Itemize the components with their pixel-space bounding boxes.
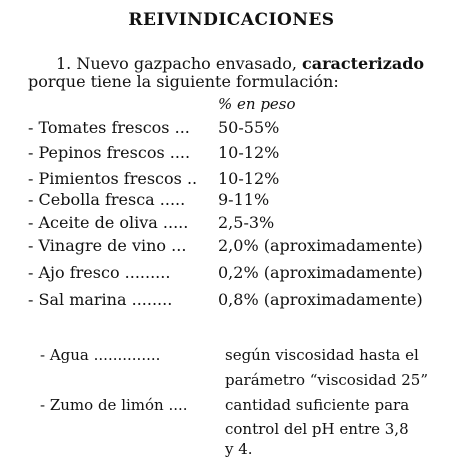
ingredient-name: - Ajo fresco ......... xyxy=(28,263,171,282)
page-title: REIVINDICACIONES xyxy=(128,10,335,30)
ingredient-name: - Sal marina ........ xyxy=(28,290,173,309)
claim-intro-text: 1. Nuevo gazpacho envasado, xyxy=(56,54,297,73)
ingredient-value: 9-11% xyxy=(218,190,270,209)
ingredient-name: - Aceite de oliva ..... xyxy=(28,213,189,232)
claim-bold-term: caracterizado xyxy=(302,54,425,73)
ingredient-value: 2,5-3% xyxy=(218,213,275,232)
ingredient-value: cantidad suficiente para xyxy=(225,396,410,414)
ingredient-name: - Cebolla fresca ..... xyxy=(28,190,186,209)
ingredient-value: 0,8% (aproximadamente) xyxy=(218,290,423,309)
claim-intro-line xyxy=(56,54,424,73)
ingredient-value: según viscosidad hasta el xyxy=(225,346,419,364)
ingredient-value-continuation: control del pH entre 3,8 xyxy=(225,420,409,438)
ingredient-name: - Agua .............. xyxy=(40,346,161,364)
weight-column-header: % en peso xyxy=(218,95,296,113)
ingredient-row xyxy=(28,143,280,163)
ingredient-value-continuation: parámetro “viscosidad 25” xyxy=(225,371,428,389)
ingredient-value: 0,2% (aproximadamente) xyxy=(218,263,423,282)
ingredient-name: - Pepinos frescos .... xyxy=(28,143,191,162)
ingredient-value: 10-12% xyxy=(218,169,280,188)
ingredient-row xyxy=(28,190,270,210)
ingredient-row xyxy=(28,169,280,189)
ingredient-name: - Tomates frescos ... xyxy=(28,118,190,137)
claim-second-line: porque tiene la siguiente formulación: xyxy=(28,72,339,91)
ingredient-row xyxy=(28,290,423,310)
ingredient-value: 2,0% (aproximadamente) xyxy=(218,236,423,255)
extra-ingredient-row xyxy=(40,345,419,365)
extra-ingredient-row xyxy=(40,395,410,415)
ingredient-value: 10-12% xyxy=(218,143,280,162)
ingredient-row xyxy=(28,263,423,283)
ingredient-row xyxy=(28,118,280,138)
ingredient-row xyxy=(28,236,423,256)
ingredient-value: 50-55% xyxy=(218,118,280,137)
ingredient-name: - Pimientos frescos .. xyxy=(28,169,198,188)
ingredient-name: - Zumo de limón .... xyxy=(40,396,188,414)
ingredient-value-continuation: y 4. xyxy=(225,440,253,458)
ingredient-row xyxy=(28,213,275,233)
ingredient-name: - Vinagre de vino ... xyxy=(28,236,187,255)
